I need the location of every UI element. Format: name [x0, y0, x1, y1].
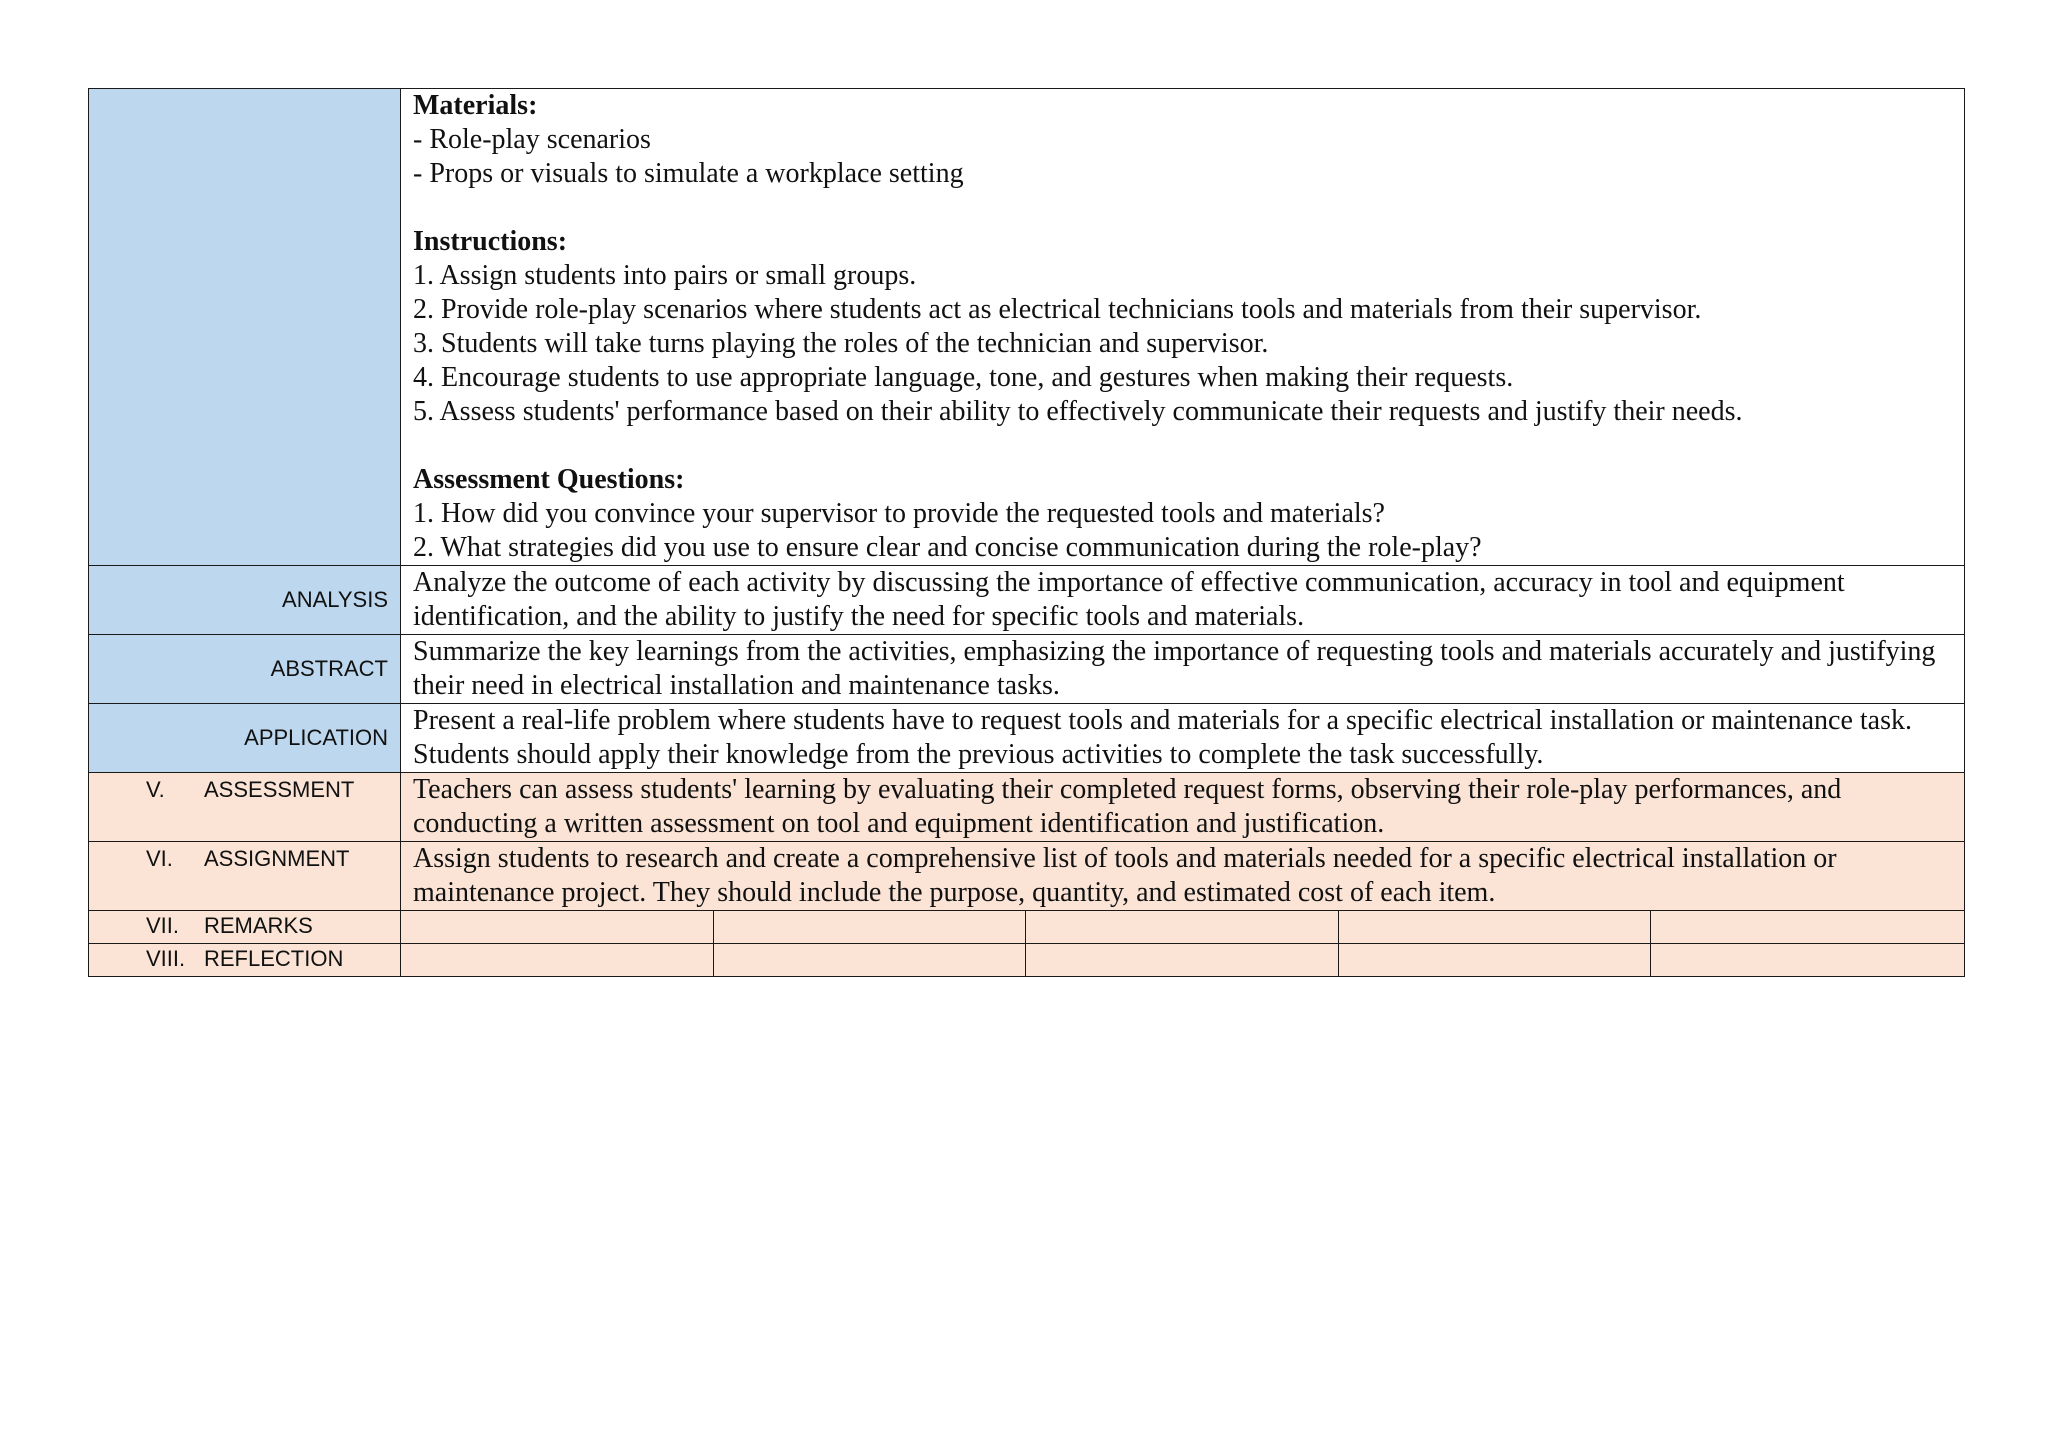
abstract-row	[89, 635, 1965, 704]
activity-content-cell	[401, 89, 1965, 566]
assessment-roman: V.	[146, 777, 165, 802]
reflection-cell[interactable]	[1651, 944, 1965, 977]
spacer	[413, 191, 1952, 225]
assessment-questions-heading: Assessment Questions:	[413, 464, 685, 495]
remarks-label-cell	[89, 911, 401, 944]
remarks-cell[interactable]	[401, 911, 714, 944]
reflection-cell[interactable]	[714, 944, 1026, 977]
activity-label-cell	[89, 89, 401, 566]
remarks-cell[interactable]	[1026, 911, 1339, 944]
application-label: APPLICATION	[89, 704, 401, 773]
analysis-row	[89, 566, 1965, 635]
activity-row	[89, 89, 1965, 566]
assessment-question: 1. How did you convince your supervisor to provide the requested tools and materials?	[413, 498, 1385, 529]
reflection-roman: VIII.	[146, 946, 186, 971]
reflection-row	[89, 944, 1965, 977]
materials-heading: Materials:	[413, 90, 538, 121]
remarks-cell[interactable]	[1651, 911, 1965, 944]
assessment-label-cell	[89, 773, 401, 842]
remarks-roman: VII.	[146, 913, 180, 938]
abstract-text: Summarize the key learnings from the activities, emphasizing the importance of requesting tools and materials accurately and justifying their need in electrical installation and maintenance tasks.	[401, 635, 1965, 704]
instructions-heading: Instructions:	[413, 226, 568, 257]
assignment-label-cell	[89, 842, 401, 911]
instruction-item: 2. Provide role-play scenarios where students act as electrical technicians tools and materials from their supervisor.	[413, 294, 1702, 325]
reflection-cell[interactable]	[1339, 944, 1651, 977]
reflection-cell[interactable]	[401, 944, 714, 977]
assignment-text: Assign students to research and create a comprehensive list of tools and materials needed for a specific electrical installation or maintenance project. They should include the purpose, quantity, and estimated cost of each item.	[401, 842, 1965, 911]
assessment-label: ASSESSMENT	[204, 777, 355, 802]
assignment-label: ASSIGNMENT	[204, 846, 350, 871]
instruction-item: 1. Assign students into pairs or small groups.	[413, 260, 917, 291]
remarks-label: REMARKS	[204, 913, 313, 938]
application-text: Present a real-life problem where students have to request tools and materials for a specific electrical installation or maintenance task. Students should apply their knowledge from the previous activities to complete the task successfully.	[401, 704, 1965, 773]
remarks-cell[interactable]	[1339, 911, 1651, 944]
materials-item: - Props or visuals to simulate a workplace setting	[413, 158, 964, 189]
remarks-cell[interactable]	[714, 911, 1026, 944]
reflection-cell[interactable]	[1026, 944, 1339, 977]
reflection-label: REFLECTION	[204, 946, 344, 971]
instruction-item: 5. Assess students' performance based on their ability to effectively communicate their requests and justify their needs.	[413, 396, 1743, 427]
lesson-plan-table	[88, 88, 1965, 977]
application-row	[89, 704, 1965, 773]
assignment-roman: VI.	[146, 846, 173, 871]
instruction-item: 3. Students will take turns playing the roles of the technician and supervisor.	[413, 328, 1269, 359]
analysis-label: ANALYSIS	[89, 566, 401, 635]
reflection-label-cell	[89, 944, 401, 977]
assessment-text: Teachers can assess students' learning by evaluating their completed request forms, observing their role-play performances, and conducting a written assessment on tool and equipment identification and justification.	[401, 773, 1965, 842]
remarks-row	[89, 911, 1965, 944]
spacer	[413, 429, 1952, 463]
assignment-row	[89, 842, 1965, 911]
instruction-item: 4. Encourage students to use appropriate language, tone, and gestures when making their requests.	[413, 362, 1514, 393]
analysis-text: Analyze the outcome of each activity by discussing the importance of effective communication, accuracy in tool and equipment identification, and the ability to justify the need for specific tools and materials.	[401, 566, 1965, 635]
assessment-question: 2. What strategies did you use to ensure clear and concise communication during the role-play?	[413, 532, 1482, 563]
assessment-row	[89, 773, 1965, 842]
abstract-label: ABSTRACT	[89, 635, 401, 704]
materials-item: - Role-play scenarios	[413, 124, 651, 155]
